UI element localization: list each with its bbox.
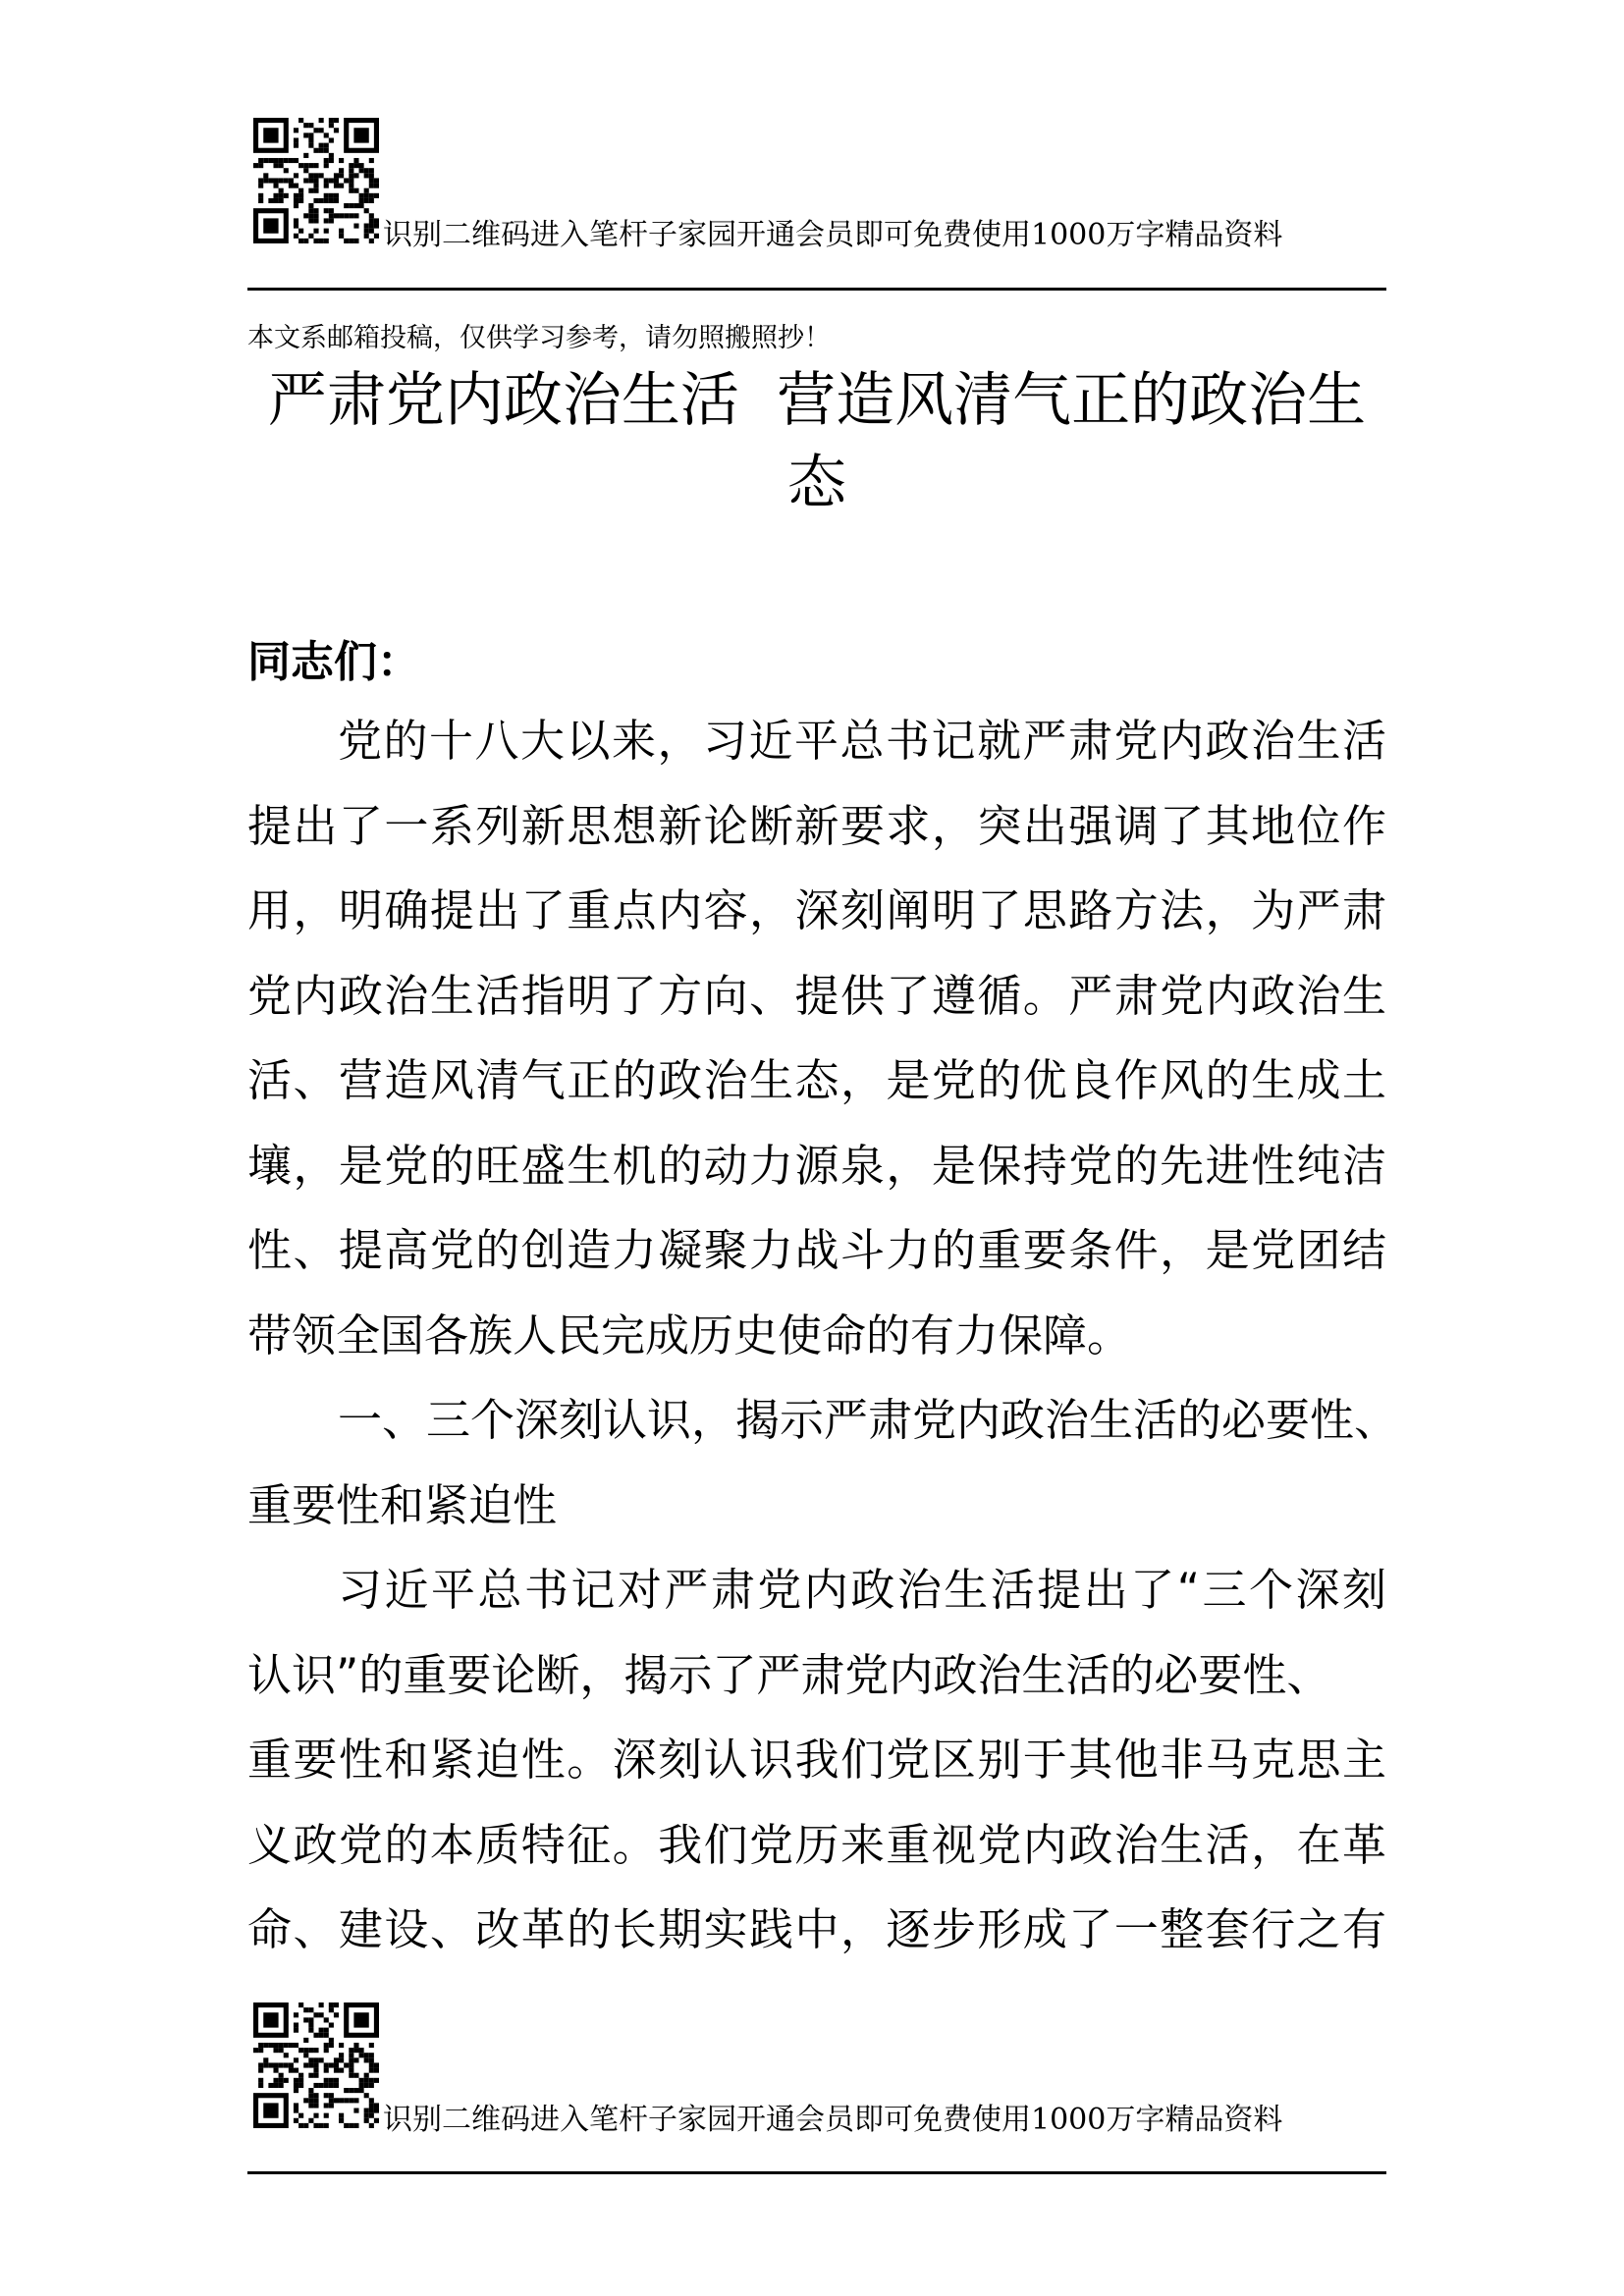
body-line: 性、提高党的创造力凝聚力战斗力的重要条件，是党团结 [247, 1224, 1386, 1276]
header-promo-text: 识别二维码进入笔杆子家园开通会员即可免费使用1000万字精品资料 [383, 218, 1283, 252]
submission-notice: 本文系邮箱投稿，仅供学习参考，请勿照搬照抄！ [247, 323, 831, 353]
body-line: 用，明确提出了重点内容，深刻阐明了思路方法，为严肃 [247, 884, 1386, 936]
title-line-1: 严肃党内政治生活 营造风清气正的政治生 [267, 366, 1367, 435]
header-divider [247, 288, 1386, 291]
title-line-2: 态 [787, 449, 846, 517]
greeting: 同志们： [247, 637, 420, 687]
body-line: 党内政治生活指明了方向、提供了遵循。严肃党内政治生 [247, 969, 1386, 1022]
document-body [247, 699, 1399, 1973]
body-line: 党的十八大以来，习近平总书记就严肃党内政治生活 [338, 715, 1386, 767]
page-title [247, 359, 1386, 524]
body-line: 重要性和紧迫性。深刻认识我们党区别于其他非马克思主 [247, 1734, 1386, 1786]
qr-code-icon[interactable] [253, 2002, 379, 2128]
body-line: 义政党的本质特征。我们党历来重视党内政治生活，在革 [247, 1818, 1386, 1871]
body-line: 壤，是党的旺盛生机的动力源泉，是保持党的先进性纯洁 [247, 1139, 1386, 1192]
qr-code-icon[interactable] [253, 118, 379, 243]
footer-promo-text: 识别二维码进入笔杆子家园开通会员即可免费使用1000万字精品资料 [383, 2103, 1283, 2137]
body-line: 认识”的重要论断，揭示了严肃党内政治生活的必要性、 [247, 1648, 1331, 1701]
section-heading-line: 一、三个深刻认识，揭示严肃党内政治生活的必要性、 [338, 1394, 1399, 1446]
footer-divider [247, 2171, 1386, 2174]
body-line: 命、建设、改革的长期实践中，逐步形成了一整套行之有 [247, 1903, 1386, 1955]
body-line: 活、营造风清气正的政治生态，是党的优良作风的生成土 [247, 1054, 1386, 1106]
section-heading-line: 重要性和紧迫性 [247, 1478, 558, 1531]
body-line: 提出了一系列新思想新论断新要求，突出强调了其地位作 [247, 799, 1386, 852]
body-line: 带领全国各族人民完成历史使命的有力保障。 [247, 1308, 1132, 1362]
body-line: 习近平总书记对严肃党内政治生活提出了“三个深刻 [338, 1564, 1386, 1616]
